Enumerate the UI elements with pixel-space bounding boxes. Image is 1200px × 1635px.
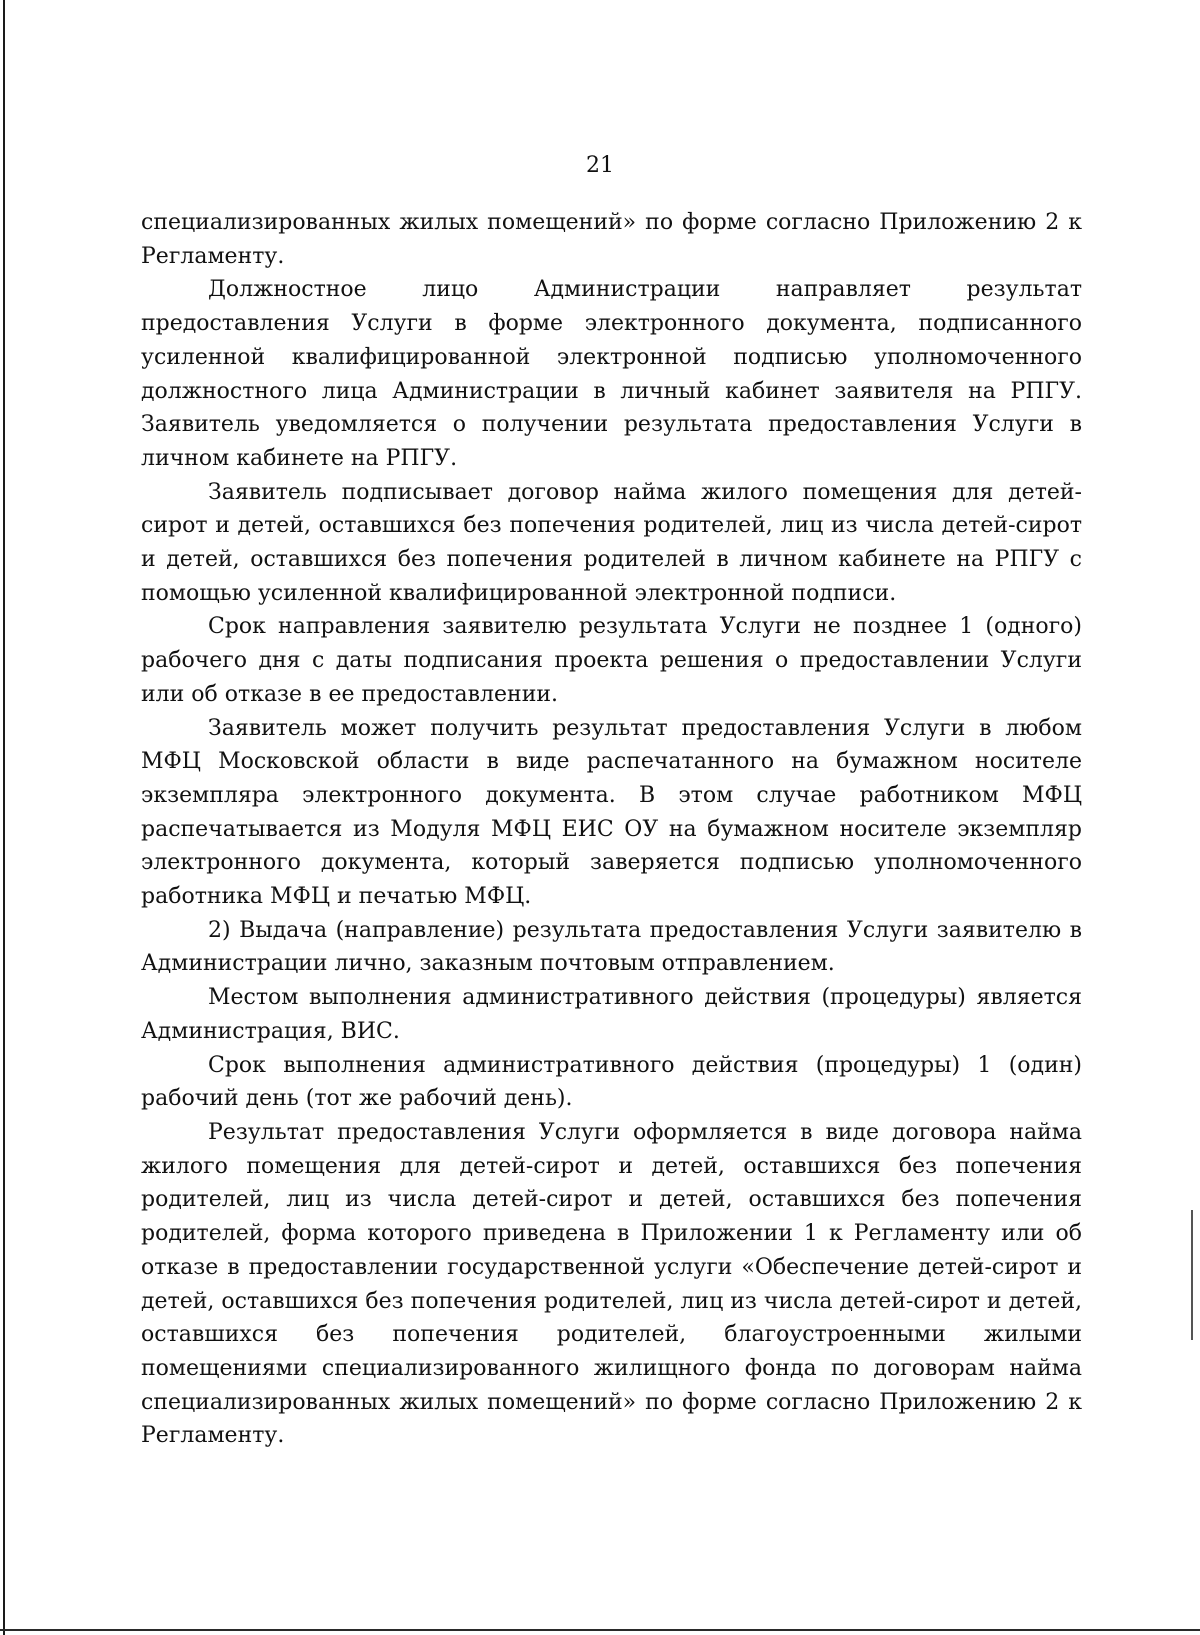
page-number: 21 [586,153,614,178]
paragraph: Местом выполнения административного действия (процедуры) является Администрация, ВИС. [141,985,1082,1044]
paragraph: Результат предоставления Услуги оформляется в виде договора найма жилого помещения для детей-сирот и детей, оставшихся без попечения родителей, лиц из числа детей-сирот и детей, оставшихся без попечения родителей, форма которого приведена в Приложении 1 к Регламенту или об отказе в предоставлении государственной услуги «Обеспечение детей-сирот и детей, оставшихся без попечения родителей, лиц из числа детей-сирот и детей, оставшихся без попечения родителей, благоустроенными жилыми помещениями специализированного жилищного фонда по договорам найма специализированных жилых помещений» по форме согласно Приложению 2 к Регламенту. [141,1119,1082,1449]
scan-edge-right [1191,1210,1193,1340]
paragraph: 2) Выдача (направление) результата предоставления Услуги заявителю в Администрации лично, заказным почтовым отправлением. [141,917,1082,977]
scan-edge-bottom [0,1629,1200,1631]
paragraph: Срок выполнения административного действия (процедуры) 1 (один) рабочий день (тот же рабочий день). [141,1052,1082,1112]
paragraph: Срок направления заявителю результата Услуги не позднее 1 (одного) рабочего дня с даты подписания проекта решения о предоставлении Услуги или об отказе в ее предоставлении. [141,614,1082,707]
paragraph: Заявитель подписывает договор найма жилого помещения для детей-сирот и детей, оставшихся без попечения родителей, лиц из числа детей-сирот и детей, оставшихся без попечения родителей в личном кабинете на РПГУ с помощью усиленной квалифицированной электронной подписи. [141,479,1082,606]
scan-edge-left [3,0,5,1635]
paragraph: Заявитель может получить результат предоставления Услуги в любом МФЦ Московской области в виде распечатанного на бумажном носителе экземпляра электронного документа. В этом случае работником МФЦ распечатывается из Модуля МФЦ ЕИС ОУ на бумажном носителе экземпляр электронного документа, который заверяется подписью уполномоченного работника МФЦ и печатью МФЦ. [141,715,1082,910]
paragraph: Должностное лицо Администрации направляет результат предоставления Услуги в форме электронного документа, подписанного усиленной квалифицированной электронной подписью уполномоченного должностного лица Администрации в личный кабинет заявителя на РПГУ. Заявитель уведомляется о получении результата предоставления Услуги в личном кабинете на РПГУ. [141,277,1082,471]
paragraph: специализированных жилых помещений» по форме согласно Приложению 2 к Регламенту. [141,210,1082,269]
document-body [141,206,1082,1453]
